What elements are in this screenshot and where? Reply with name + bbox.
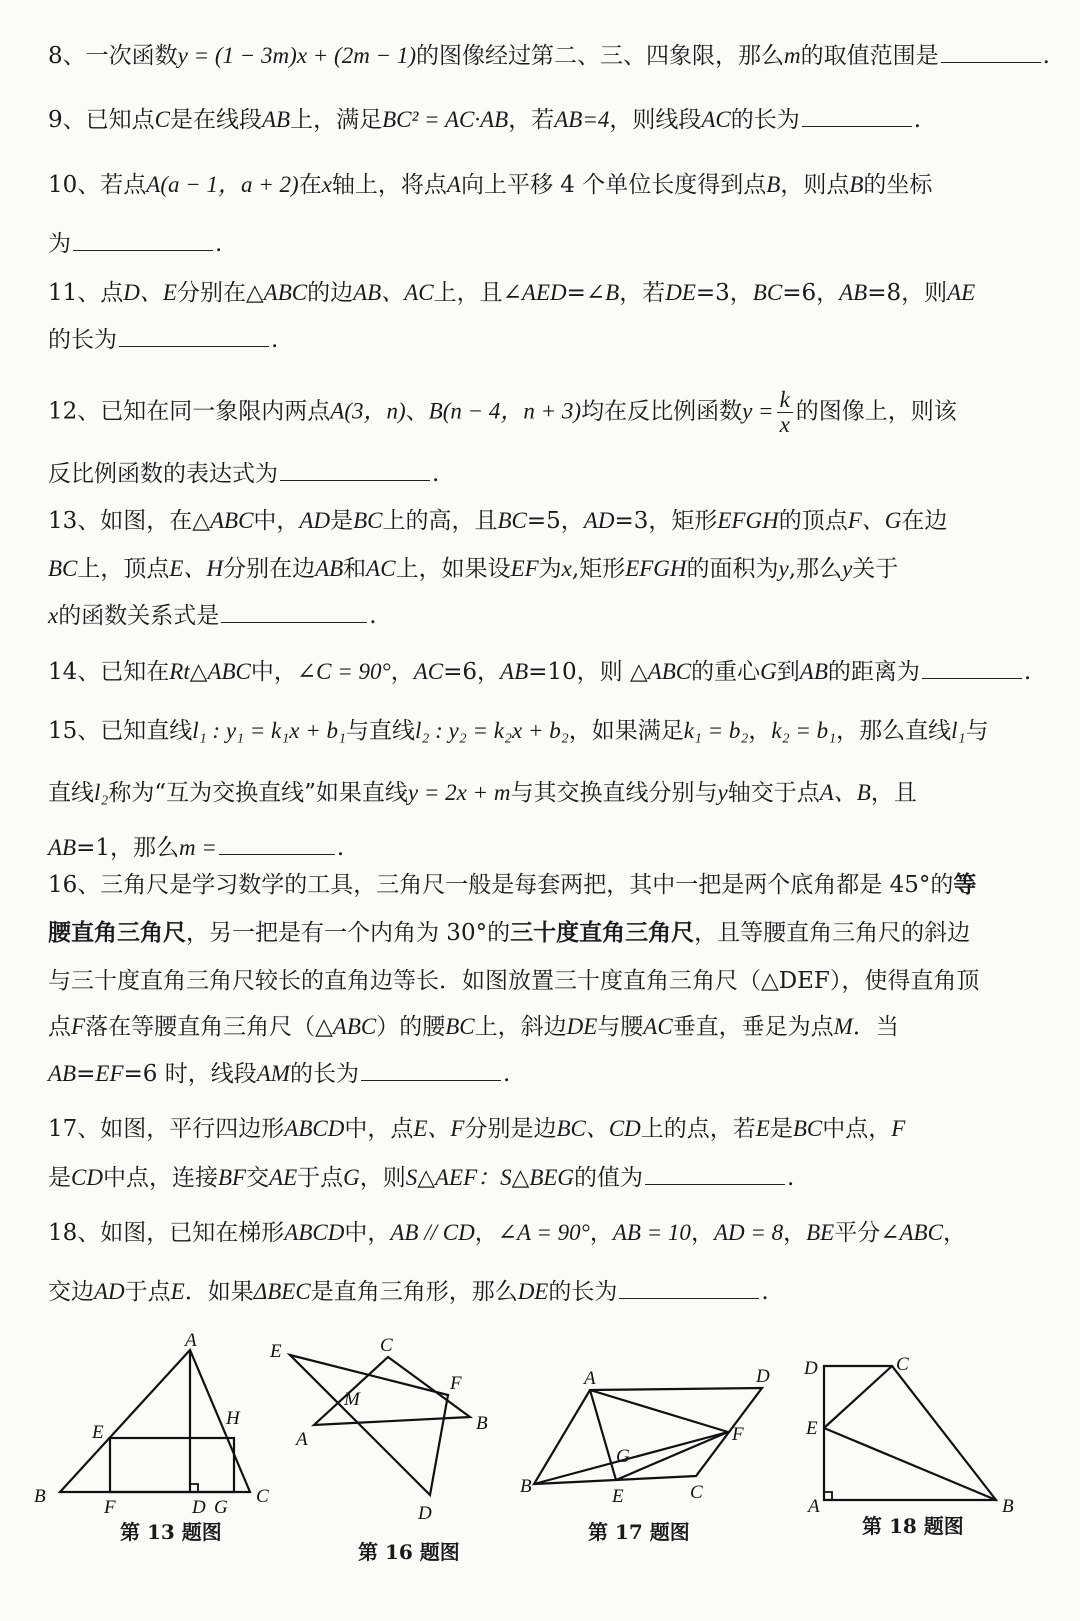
label-e: E bbox=[806, 1418, 818, 1439]
label-e: E bbox=[270, 1341, 282, 1362]
label-d: D bbox=[804, 1358, 818, 1379]
label-g: G bbox=[616, 1446, 630, 1467]
question-16-line-5: AB=EF=6 时，线段AM的长为 . bbox=[48, 1058, 510, 1089]
segment-be bbox=[824, 1428, 996, 1500]
question-16-line-2: 腰直角三角尺，另一把是有一个内角为 30°的三十度直角三角尺，且等腰直角三角尺的斜边 bbox=[48, 919, 971, 946]
parallelogram-abcd bbox=[534, 1388, 762, 1484]
label-b: B bbox=[520, 1476, 532, 1497]
label-c: C bbox=[256, 1486, 269, 1507]
label-b: B bbox=[1002, 1496, 1014, 1517]
figure-16-caption: 第 16 题图 bbox=[358, 1540, 460, 1564]
question-18-line-2: 交边AD于点E．如果ΔBEC是直角三角形，那么DE的长为 . bbox=[48, 1276, 769, 1307]
question-9: 9、已知点C是在线段AB上，满足BC² = AC·AB，若AB=4，则线段AC的长为 . bbox=[48, 104, 921, 135]
label-a: A bbox=[584, 1368, 596, 1389]
label-a: A bbox=[185, 1330, 197, 1351]
question-16-line-4: 点F落在等腰直角三角尺（△ABC）的腰BC上，斜边DE与腰AC垂直，垂足为点M．当 bbox=[48, 1014, 899, 1040]
label-f: F bbox=[732, 1424, 744, 1445]
label-f: F bbox=[450, 1373, 462, 1394]
question-14: 14、已知在Rt△ABC中，∠C = 90°，AC=6，AB=10，则 △ABC的重心G到AB的距离为 . bbox=[48, 656, 1031, 687]
label-e: E bbox=[92, 1422, 104, 1443]
figure-17-caption: 第 17 题图 bbox=[588, 1520, 690, 1544]
question-11-line-1: 11、点D、E分别在△ABC的边AB、AC上，且∠AED=∠B，若DE=3，BC=6，AB=8，则AE bbox=[48, 280, 976, 306]
answer-blank-9[interactable] bbox=[802, 104, 912, 127]
question-15-line-3: AB=1，那么m = . bbox=[48, 832, 344, 863]
answer-blank-11[interactable] bbox=[119, 324, 269, 347]
question-15-line-1: 15、已知直线l₁ : y₁ = k₁x + b₁与直线l₂ : y₂ = k₂x + b₂，如果满足k₁ = b₂，k₂ = b₁，那么直线l₁与 bbox=[48, 718, 989, 744]
question-12-line-2: 反比例函数的表达式为 . bbox=[48, 458, 439, 489]
label-b: B bbox=[476, 1413, 488, 1434]
question-13-line-1: 13、如图，在△ABC中，AD是BC上的高，且BC=5，AD=3，矩形EFGH的顶点F、G在边 bbox=[48, 508, 948, 534]
figure-18-caption: 第 18 题图 bbox=[862, 1514, 964, 1538]
segment-af bbox=[590, 1390, 728, 1432]
label-b: B bbox=[34, 1486, 46, 1507]
label-e: E bbox=[612, 1486, 624, 1507]
figure-13-caption: 第 13 题图 bbox=[120, 1520, 222, 1544]
label-c: C bbox=[896, 1354, 909, 1375]
right-angle-mark bbox=[190, 1484, 198, 1492]
label-m: M bbox=[344, 1389, 360, 1410]
label-c: C bbox=[380, 1335, 393, 1356]
question-10-line-1: 10、若点A(a − 1，a + 2)在x轴上，将点A向上平移 4 个单位长度得到点B，则点B的坐标 bbox=[48, 172, 933, 198]
question-10-line-2: 为 . bbox=[48, 228, 222, 259]
figure-16 bbox=[270, 1335, 500, 1525]
question-18-line-1: 18、如图，已知在梯形ABCD中，AB // CD，∠A = 90°，AB = 10，AD = 8，BE平分∠ABC， bbox=[48, 1220, 966, 1246]
question-13-line-2: BC上，顶点E、H分别在边AB和AC上，如果设EF为x,矩形EFGH的面积为y,那么y关于 bbox=[48, 556, 899, 582]
figure-17 bbox=[520, 1366, 780, 1508]
triangle-abc bbox=[60, 1350, 250, 1492]
answer-blank-14[interactable] bbox=[922, 656, 1022, 679]
answer-blank-17[interactable] bbox=[645, 1162, 785, 1185]
question-17-line-2: 是CD中点，连接BF交AE于点G，则S△AEF：S△BEG的值为 . bbox=[48, 1162, 794, 1193]
answer-blank-8[interactable] bbox=[941, 40, 1041, 63]
answer-blank-15[interactable] bbox=[219, 832, 335, 855]
question-12-line-1: 12、已知在同一象限内两点A(3，n)、B(n − 4，n + 3)均在反比例函数y = $\frac{k}{x}$ 的图像上，则该 bbox=[48, 387, 957, 437]
trapezoid-abcd bbox=[824, 1366, 996, 1500]
answer-blank-12[interactable] bbox=[280, 458, 430, 481]
answer-blank-18[interactable] bbox=[619, 1276, 759, 1299]
figure-18 bbox=[800, 1356, 1030, 1516]
question-13-line-3: x的函数关系式是 . bbox=[48, 600, 377, 631]
label-a: A bbox=[808, 1496, 820, 1517]
label-a: A bbox=[296, 1429, 308, 1450]
rectangle-efgh bbox=[110, 1438, 234, 1492]
figure-17-diagram bbox=[520, 1366, 780, 1508]
question-11-line-2: 的长为 . bbox=[48, 324, 278, 355]
question-16-line-1: 16、三角尺是学习数学的工具，三角尺一般是每套两把，其中一把是两个底角都是 45°的等 bbox=[48, 871, 977, 898]
label-d: D bbox=[192, 1497, 206, 1518]
figure-13-diagram bbox=[30, 1330, 280, 1518]
segment-ec bbox=[824, 1366, 892, 1428]
figure-18-diagram bbox=[800, 1356, 1030, 1516]
label-h: H bbox=[226, 1408, 240, 1429]
right-angle-mark bbox=[824, 1492, 832, 1500]
answer-blank-16[interactable] bbox=[361, 1058, 501, 1081]
answer-blank-13[interactable] bbox=[221, 600, 367, 623]
question-15-line-2: 直线l₂称为“互为交换直线”如果直线y = 2x + m与其交换直线分别与y轴交于点A、B，且 bbox=[48, 780, 917, 806]
figure-13 bbox=[30, 1330, 280, 1518]
fraction-k-over-x: $\frac{k}{x}$ bbox=[777, 388, 793, 437]
label-c: C bbox=[690, 1482, 703, 1503]
segment-bf bbox=[534, 1432, 728, 1484]
answer-blank-10[interactable] bbox=[73, 228, 213, 251]
label-f: F bbox=[104, 1497, 116, 1518]
label-g: G bbox=[214, 1497, 228, 1518]
question-16-line-3: 与三十度直角三角尺较长的直角边等长．如图放置三十度直角三角尺（△DEF），使得直角顶 bbox=[48, 968, 980, 994]
label-d: D bbox=[756, 1366, 770, 1387]
label-d: D bbox=[418, 1503, 432, 1524]
question-8: 8、一次函数y = (1 − 3m)x + (2m − 1)的图像经过第二、三、四象限，那么m的取值范围是 . bbox=[48, 40, 1050, 71]
question-17-line-1: 17、如图，平行四边形ABCD中，点E、F分别是边BC、CD上的点，若E是BC中点，F bbox=[48, 1116, 906, 1142]
figure-16-diagram bbox=[270, 1335, 500, 1525]
